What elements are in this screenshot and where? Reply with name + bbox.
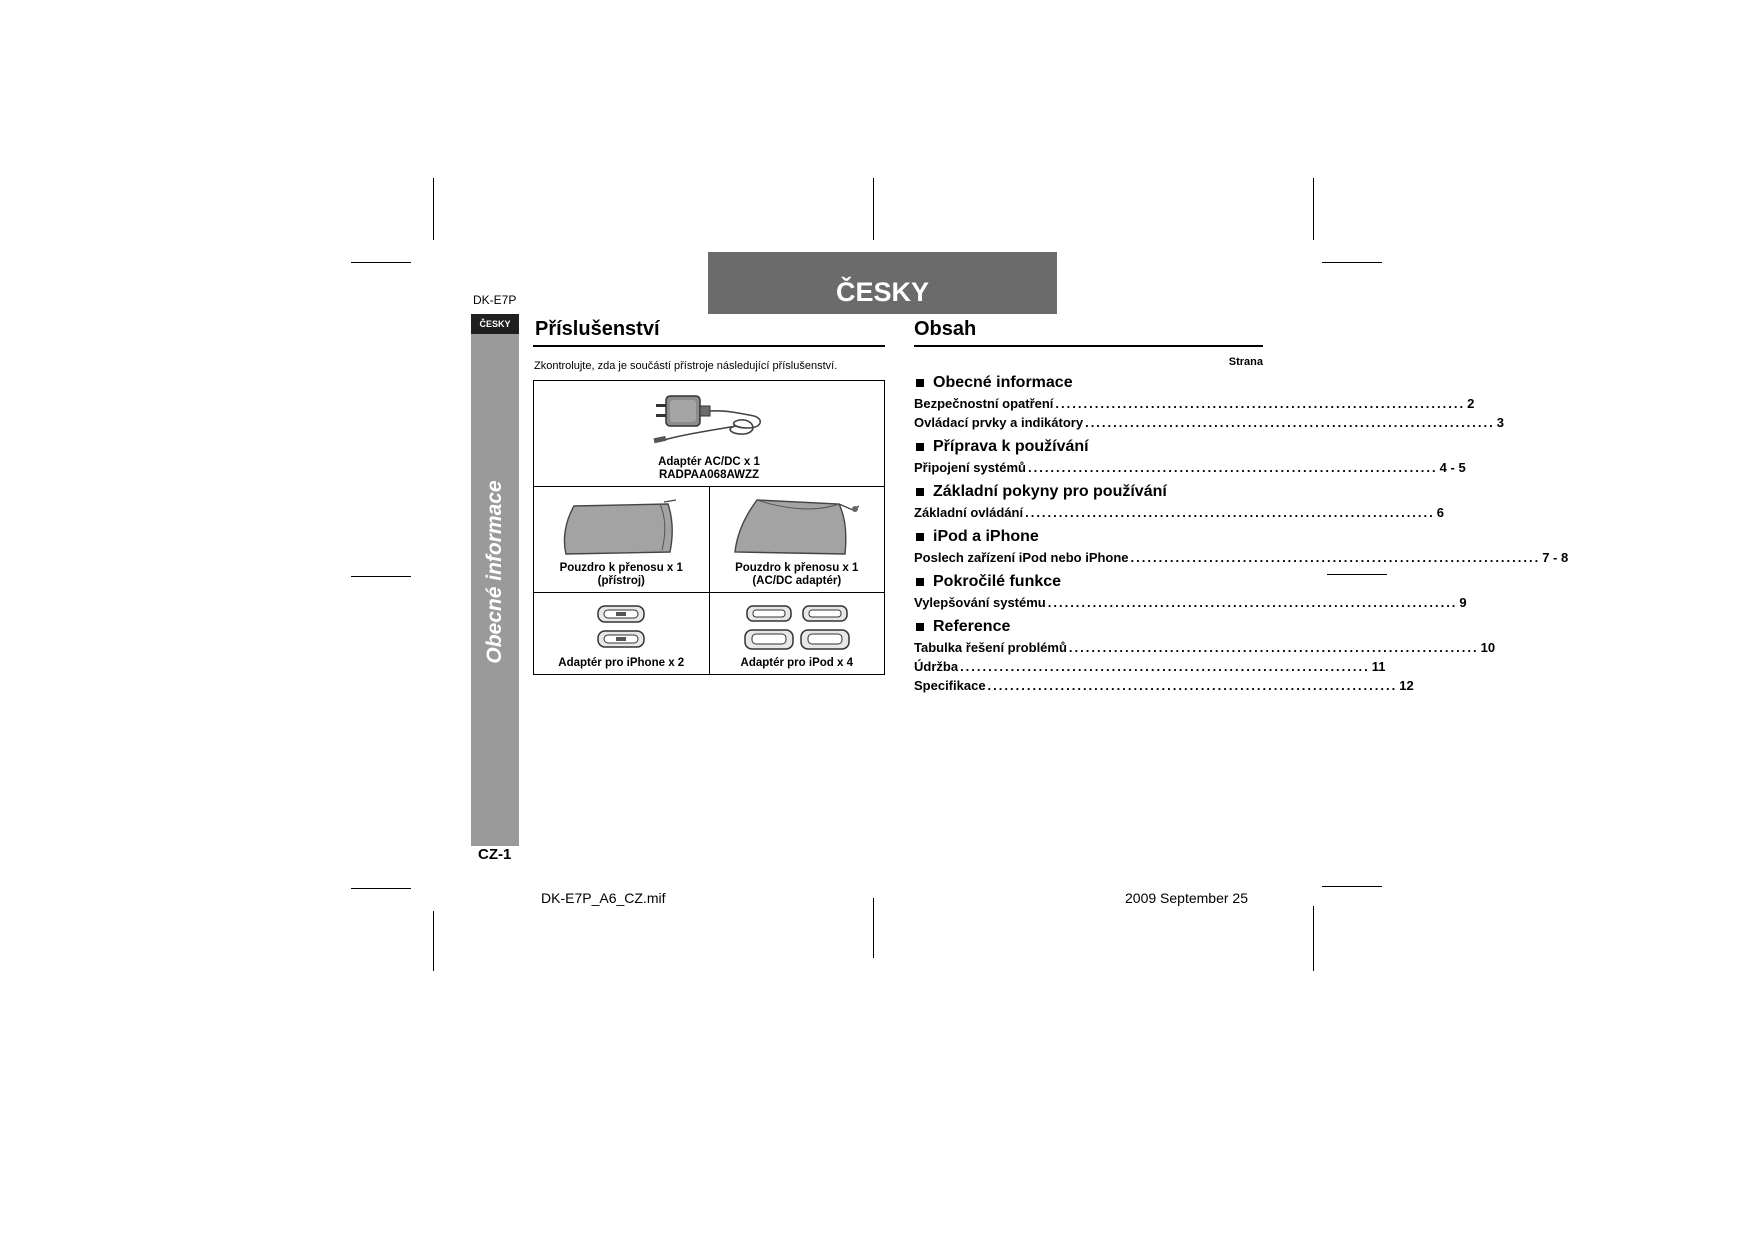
toc-section-title: Příprava k používání xyxy=(933,438,1089,455)
toc-entry-label: Připojení systémů xyxy=(914,460,1026,475)
model-label: DK-E7P xyxy=(473,293,517,307)
toc-section-title: Obecné informace xyxy=(933,374,1073,391)
accessory-cell-pouch-adapter xyxy=(709,487,885,593)
square-bullet-icon xyxy=(916,443,924,451)
crop-mark xyxy=(351,888,411,889)
ac-dc-adapter-icon xyxy=(644,388,774,452)
accessories-title: Příslušenství xyxy=(535,318,660,340)
toc-entry-label: Vylepšování systému xyxy=(914,595,1046,610)
accessory-cell-pouch-device xyxy=(534,487,710,593)
toc-entry-label: Základní ovládání xyxy=(914,505,1024,520)
square-bullet-icon xyxy=(916,379,924,387)
carry-pouch-icon xyxy=(556,498,686,558)
toc-entry-page: 7 - 8 xyxy=(1542,550,1569,565)
crop-mark xyxy=(1322,262,1382,263)
toc-section-title: Pokročilé funkce xyxy=(933,573,1062,590)
toc-entry-page: 10 xyxy=(1480,640,1496,655)
square-bullet-icon xyxy=(916,623,924,631)
toc-entry-page: 11 xyxy=(1371,659,1386,674)
crop-mark xyxy=(1313,178,1314,240)
dot-leader: ......................................................................... xyxy=(1047,595,1458,610)
toc-entry[interactable] xyxy=(914,413,1504,432)
square-bullet-icon xyxy=(916,533,924,541)
page-number: CZ-1 xyxy=(478,846,512,863)
toc-section xyxy=(914,374,1263,392)
page-column-header: Strana xyxy=(1228,356,1263,368)
toc-section-title: Základní pokyny pro používání xyxy=(933,483,1167,500)
toc-section-title: Reference xyxy=(933,618,1011,635)
crop-mark xyxy=(351,262,411,263)
toc-entry-page: 2 xyxy=(1467,396,1475,411)
crop-mark xyxy=(1313,906,1314,971)
contents-title-rule xyxy=(914,345,1263,347)
toc-entry-page: 9 xyxy=(1459,595,1467,610)
toc-entry-label: Tabulka řešení problémů xyxy=(914,640,1067,655)
carry-pouch-drawstring-icon xyxy=(727,494,867,558)
ipod-dock-adapter-icon xyxy=(737,603,857,653)
toc-entry[interactable] xyxy=(914,548,1569,567)
footer-date: 2009 September 25 xyxy=(1125,890,1248,906)
crop-mark xyxy=(433,178,434,240)
sidebar-tab xyxy=(471,314,519,846)
toc-entry-label: Bezpečnostní opatření xyxy=(914,396,1054,411)
toc-section xyxy=(914,528,1263,546)
dot-leader: ......................................................................... xyxy=(1025,505,1435,520)
accessory-cell-adapter xyxy=(534,381,885,487)
dot-leader: ......................................................................... xyxy=(1130,550,1541,565)
pouch-adapter-label-line2: (AC/DC adaptér) xyxy=(752,575,842,587)
toc-entry-page: 3 xyxy=(1496,415,1504,430)
dot-leader: ......................................................................... xyxy=(1068,640,1479,655)
crop-mark xyxy=(1327,574,1387,575)
dot-leader: ......................................................................... xyxy=(960,659,1370,674)
footer-filename: DK-E7P_A6_CZ.mif xyxy=(541,890,666,906)
accessory-cell-iphone-adapter xyxy=(534,593,710,675)
toc-entry[interactable] xyxy=(914,593,1467,612)
toc-entry-page: 6 xyxy=(1436,505,1444,520)
crop-mark xyxy=(873,898,874,958)
toc-section xyxy=(914,483,1263,501)
toc-section xyxy=(914,573,1263,591)
iphone-adapter-label: Adaptér pro iPhone x 2 xyxy=(558,657,685,669)
language-banner: ČESKY xyxy=(708,252,1057,314)
sidebar-language-label: ČESKY xyxy=(471,314,519,334)
square-bullet-icon xyxy=(916,488,924,496)
accessory-cell-ipod-adapter xyxy=(709,593,885,675)
pouch-device-label-line2: (přístroj) xyxy=(597,575,645,587)
accessories-table xyxy=(533,380,885,675)
contents-title: Obsah xyxy=(914,318,977,340)
adapter-label-line1: Adaptér AC/DC x 1 xyxy=(658,456,760,468)
crop-mark xyxy=(433,911,434,971)
toc-entry-page: 4 - 5 xyxy=(1439,460,1466,475)
toc-entry[interactable] xyxy=(914,657,1386,676)
toc-entry-label: Poslech zařízení iPod nebo iPhone xyxy=(914,550,1129,565)
dot-leader: ......................................................................... xyxy=(1085,415,1495,430)
accessories-title-rule xyxy=(533,345,885,347)
pouch-adapter-label-line1: Pouzdro k přenosu x 1 xyxy=(735,562,859,574)
table-of-contents xyxy=(914,356,1569,695)
toc-entry-label: Údržba xyxy=(914,659,959,674)
ipod-adapter-label: Adaptér pro iPod x 4 xyxy=(740,657,853,669)
dot-leader: ......................................................................... xyxy=(1027,460,1438,475)
toc-section xyxy=(914,438,1263,456)
dot-leader: ......................................................................... xyxy=(987,678,1398,693)
crop-mark xyxy=(873,178,874,240)
toc-entry-page: 12 xyxy=(1399,678,1414,693)
toc-entry-label: Specifikace xyxy=(914,678,986,693)
dot-leader: ......................................................................... xyxy=(1055,396,1466,411)
accessories-intro: Zkontrolujte, zda je součástí přístroje následující příslušenství. xyxy=(534,360,838,372)
toc-entry[interactable] xyxy=(914,676,1414,695)
toc-entry[interactable] xyxy=(914,458,1466,477)
toc-section xyxy=(914,618,1263,636)
sidebar-section-title: Obecné informace xyxy=(483,480,506,664)
crop-mark xyxy=(1322,886,1382,887)
toc-entry[interactable] xyxy=(914,638,1496,657)
square-bullet-icon xyxy=(916,578,924,586)
pouch-device-label-line1: Pouzdro k přenosu x 1 xyxy=(559,562,683,574)
crop-mark xyxy=(351,576,411,577)
adapter-label-line2: RADPAA068AWZZ xyxy=(658,469,760,481)
toc-section-title: iPod a iPhone xyxy=(933,528,1039,545)
iphone-dock-adapter-icon xyxy=(586,603,656,653)
toc-entry[interactable] xyxy=(914,503,1444,522)
toc-entry-label: Ovládací prvky a indikátory xyxy=(914,415,1084,430)
toc-entry[interactable] xyxy=(914,394,1475,413)
